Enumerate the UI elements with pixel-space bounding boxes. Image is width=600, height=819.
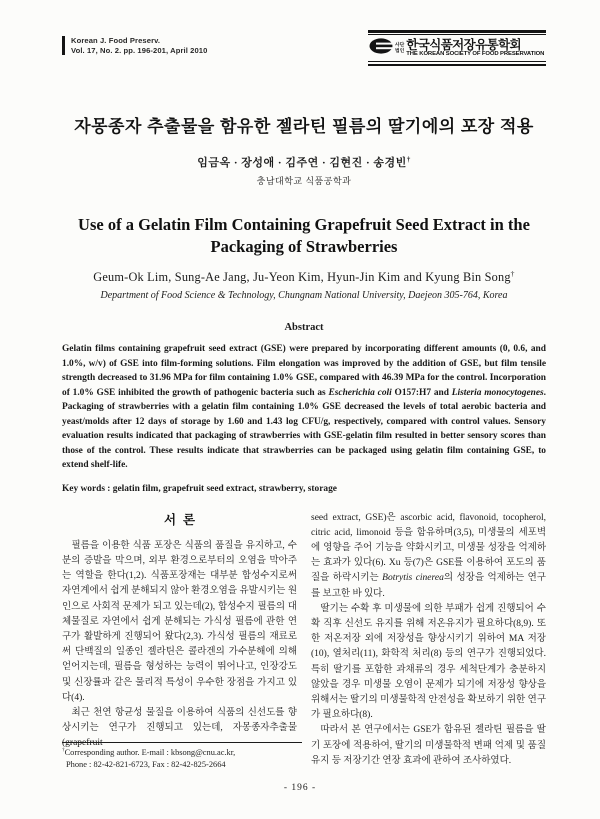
affiliation-korean: 충남대학교 식품공학과 (256, 176, 352, 186)
journal-issue: Vol. 17, No. 2. pp. 196-201, April 2010 (71, 45, 208, 55)
article-title-korean: 자몽종자 추출물을 함유한 젤라틴 필름의 딸기에의 포장 적용 (74, 117, 534, 136)
footnote-email: Corresponding author. E-mail : kbsong@cnu.ac.kr, (64, 747, 236, 757)
society-emblem-icon (369, 38, 393, 59)
intro-paragraph-2-continued: seed extract, GSE)은 ascorbic acid, flavonoid, tocopherol, citric acid, limonoid 등을 함유하며(3,5), 미생물의 세포벽에 영향을 주어 기능을 약화시키고, 미생물 성장을 억제하는 효과가 있다(6). Xu 등(7)은 GSE를 이용하여 포도의 품질을 하락시키는 Botrytis cinerea의 성장을 억제하는 연구를 보고한 바 있다. (311, 512, 546, 599)
corresponding-author-mark-en: † (510, 268, 515, 278)
footnote-line-2: Phone : 82-42-821-6723, Fax : 82-42-825-2664 (66, 760, 226, 770)
society-logo-row (368, 35, 546, 61)
abstract-heading: Abstract (284, 322, 324, 333)
society-prefix (395, 43, 404, 53)
introduction-columns (62, 511, 546, 769)
left-column (62, 511, 297, 769)
authors-korean (62, 154, 546, 170)
corresponding-author-mark: † (406, 156, 411, 164)
society-prefix-bottom: 법인 (395, 48, 405, 54)
authors-korean-names: 임금옥 · 장성애 · 김주연 · 김현진 · 송경빈 (197, 157, 407, 169)
intro-paragraph-3: 딸기는 수확 후 미생물에 의한 부패가 쉽게 진행되어 수확 직후 신선도 유지를 위해 저온유지가 필요하다(8,9). 또한 저온저장 외에 저장성을 향상시키기 위하여 MA 저장(10), 열처리(11), 화학적 처리(8) 등의 연구가 진행되었다. 특히 딸기를 포함한 과채류의 경우 세척단계가 충분하지 않았을 경우 미생물 오염이 문제가 되기에 저장성 향상을 위해서는 딸기의 미생물학적 안전성을 확보하기 위한 연구가 필요하다(8). (311, 603, 546, 721)
journal-name: Korean J. Food Preserv. (71, 36, 161, 45)
footnote-line-1 (62, 747, 302, 760)
logo-top-rule-thick (368, 30, 546, 33)
right-column (311, 511, 546, 769)
society-name-english: THE KOREAN SOCIETY OF FOOD PRESERVATION (406, 51, 545, 58)
authors-english (62, 270, 546, 285)
keywords-label: Key words : (62, 483, 113, 494)
logo-bottom-rule-thin (368, 61, 546, 62)
article-title-english: Use of a Gelatin Film Containing Grapefruit Seed Extract in the Packaging of Strawberries (78, 215, 530, 256)
intro-paragraph-1: 필름을 이용한 식품 포장은 식품의 품질을 유지하고, 수분의 증발을 막으며, 외부 환경으로부터의 오염을 막아주는 역할을 한다(1,2). 식품포장재는 대부분 합성수지로써 자연계에서 쉽게 분해되지 않아 환경오염을 유발시키는 원인으로 사회적 문제가 되고 있는데(2), 합성수지 필름의 대체물질로 자연에서 쉽게 분해되는 가식성 필름에 관한 연구가 활발하게 진행되어 왔다(2,3). 가식성 필름의 재료로써 단백질의 일종인 젤라틴은 콜라겐의 가수분해에 의해 얻어지는데, 필름을 형성하는 능력이 뛰어나고, 인장강도 및 신장률과 같은 물리적 특성이 우수한 장점을 가지고 있다(4). (62, 540, 297, 703)
logo-bottom-rule-thick (368, 64, 546, 67)
intro-paragraph-4: 따라서 본 연구에서는 GSE가 함유된 젤라틴 필름을 딸기 포장에 적용하여, 딸기의 미생물학적 변패 억제 및 품질유지 등 저장기간 연장 효과에 관하여 조사하였다. (311, 725, 546, 766)
page-header (62, 34, 546, 66)
intro-paragraph-2: 최근 천연 항균성 물질을 이용하여 식품의 신선도를 향상시키는 연구가 진행되고 있는데, 자몽종자추출물(grapefruit (62, 707, 297, 749)
affiliation-english: Department of Food Science & Technology, Chungnam National University, Daejeon 305-764, Korea (100, 290, 508, 301)
corresponding-author-footnote (62, 742, 302, 772)
footnote-dagger-mark: † (62, 747, 65, 754)
keywords-value: gelatin film, grapefruit seed extract, strawberry, storage (112, 483, 337, 494)
society-name-korean: 한국식품저장유통학회 (406, 37, 522, 52)
page-number: - 196 - (283, 783, 317, 793)
society-names (406, 39, 545, 59)
keywords-line (62, 484, 546, 494)
introduction-heading: 서 론 (163, 512, 196, 527)
society-prefix-top: 사단 (395, 43, 405, 49)
abstract-text: Gelatin films containing grapefruit seed extract (GSE) were prepared by incorporating different amounts (0, 0.6, and 1.0%, w/v) of GSE into film-forming solutions. Film elongation was improved by the addition of GSE, but film tensile strength decreased to 31.96 MPa for film containing 1.0% GSE, compared with 46.39 MPa for the control. Incorporation of 1.0% GSE inhibited the growth of pathogenic bacteria such as Escherichia coli O157:H7 and Listeria monocytogenes. Packaging of strawberries with a gelatin film containing 1.0% GSE decreased the levels of total aerobic bacteria and yeast/molds after 12 days of storage by 1.60 and 1.43 log CFU/g, respectively, compared with control values. Sensory evaluation results indicated that packaging of strawberries with GSE-gelatin film resulted in better sensory scores than those of the control. These results indicate that strawberries can be packaged using gelatin film containing GSE, to extend shelf-life. (62, 344, 546, 470)
authors-english-names: Geum-Ok Lim, Sung-Ae Jang, Ju-Yeon Kim, Hyun-Jin Kim and Kyung Bin Song (93, 270, 511, 284)
society-logo (368, 30, 546, 66)
journal-citation (62, 36, 207, 55)
